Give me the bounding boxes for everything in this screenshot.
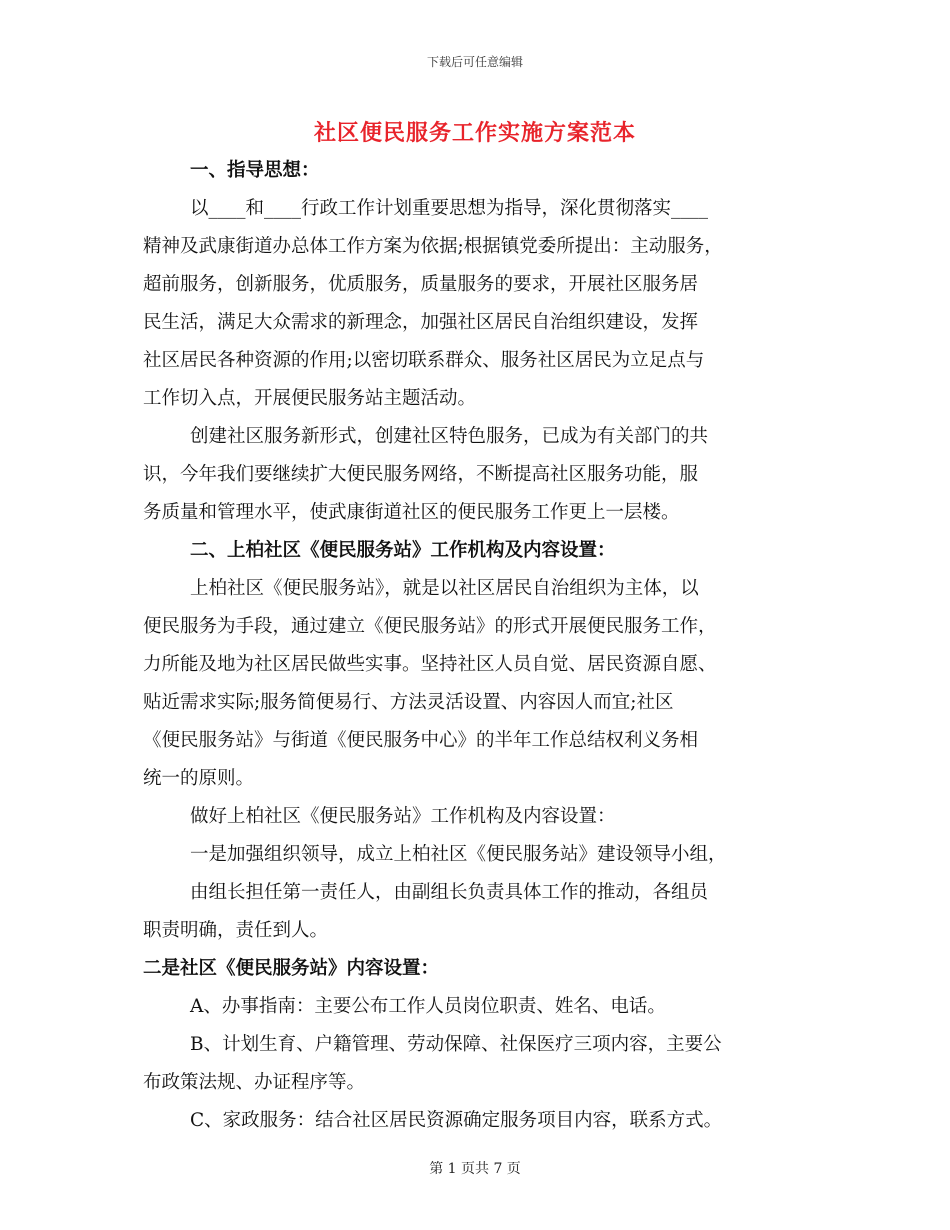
text-line: 社区居民各种资源的作用;以密切联系群众、服务社区居民为立足点与 <box>143 350 705 371</box>
text-line: 民生活，满足大众需求的新理念，加强社区居民自治组织建设，发挥 <box>143 312 699 333</box>
text-line: 工作切入点，开展便民服务站主题活动。 <box>143 388 477 409</box>
page-footer: 第 1 页共 7 页 <box>429 1161 521 1177</box>
text-line: 力所能及地为社区居民做些实事。坚持社区人员自觉、居民资源自愿、 <box>143 654 717 675</box>
text-line: 贴近需求实际;服务简便易行、方法灵活设置、内容因人而宜;社区 <box>143 692 674 713</box>
text-line: 超前服务，创新服务，优质服务，质量服务的要求，开展社区服务居 <box>143 274 699 295</box>
section-heading: 二、上柏社区《便民服务站》工作机构及内容设置： <box>190 540 616 561</box>
text-line: 布政策法规、办证程序等。 <box>143 1072 366 1093</box>
text-line: C、家政服务：结合社区居民资源确定服务项目内容，联系方式。 <box>190 1110 723 1131</box>
document-body <box>143 152 813 1140</box>
text-line: 识，今年我们要继续扩大便民服务网络，不断提高社区服务功能，服 <box>143 464 699 485</box>
text-line: 创建社区服务新形式，创建社区特色服务，已成为有关部门的共 <box>190 426 709 447</box>
text-line: B、计划生育、户籍管理、劳动保障、社保医疗三项内容，主要公 <box>190 1034 722 1055</box>
text-line: 务质量和管理水平，使武康街道社区的便民服务工作更上一层楼。 <box>143 502 680 523</box>
document-title: 社区便民服务工作实施方案范本 <box>313 120 636 146</box>
header-note: 下载后可任意编辑 <box>426 55 523 69</box>
section-heading: 二是社区《便民服务站》内容设置： <box>143 958 440 979</box>
text-line: 《便民服务站》与街道《便民服务中心》的半年工作总结权利义务相 <box>143 730 699 751</box>
text-line: 以____和____行政工作计划重要思想为指导，深化贯彻落实____ <box>190 198 709 219</box>
text-line: 上柏社区《便民服务站》，就是以社区居民自治组织为主体，以 <box>190 578 699 599</box>
text-line: 由组长担任第一责任人，由副组长负责具体工作的推动，各组员 <box>190 882 709 903</box>
text-line: 精神及武康街道办总体工作方案为依据;根据镇党委所提出：主动服务， <box>143 236 723 257</box>
text-line: 便民服务为手段，通过建立《便民服务站》的形式开展便民服务工作， <box>143 616 717 637</box>
text-line: A、办事指南：主要公布工作人员岗位职责、姓名、电话。 <box>190 996 666 1017</box>
text-line: 做好上柏社区《便民服务站》工作机构及内容设置： <box>190 806 616 827</box>
text-line: 统一的原则。 <box>143 768 255 789</box>
text-line: 职责明确，责任到人。 <box>143 920 329 941</box>
text-line: 一是加强组织领导，成立上柏社区《便民服务站》建设领导小组， <box>190 844 727 865</box>
section-heading: 一、指导思想： <box>190 160 320 181</box>
